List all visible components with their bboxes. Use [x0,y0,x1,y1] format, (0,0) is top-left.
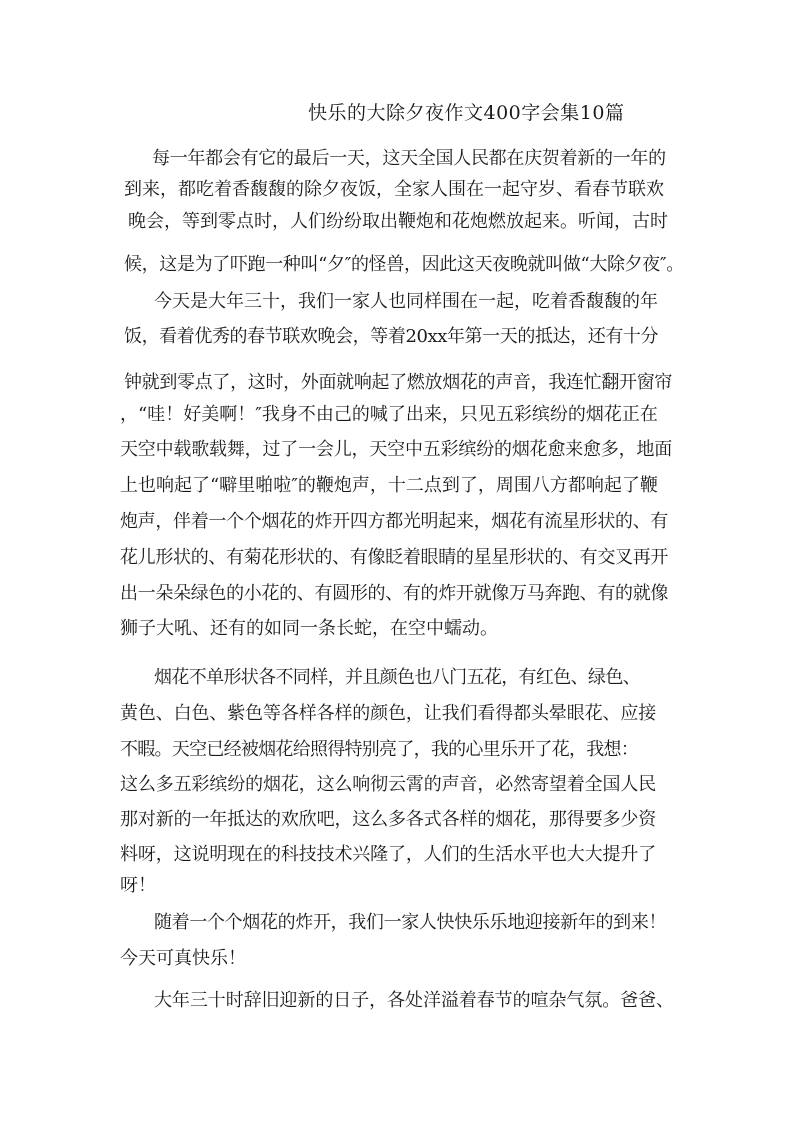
text-line: 烟花不单形状各不同样，并且颜色也八门五花，有红色、绿色、 [154,667,641,688]
text-line: 花儿形状的、有菊花形状的、有像眨着眼睛的星星形状的、有交叉再开 [120,547,669,568]
text-line: 今天可真快乐！ [120,948,246,969]
text-line: 这么多五彩缤纷的烟花，这么响彻云霄的声音，必然寄望着全国人民 [120,774,657,795]
text-line: 今天是大年三十，我们一家人也同样围在一起，吃着香馥馥的年 [154,291,658,312]
text-line: 每一年都会有它的最后一天，这天全国人民都在庆贺着新的一年的 [152,148,666,169]
text-line: 天空中载歌载舞，过了一会儿，天空中五彩缤纷的烟花愈来愈多，地面 [120,439,673,460]
text-line: 那对新的一年抵达的欢欣吧，这么多各式各样的烟花，那得要多少资 [120,809,657,830]
text-line: 狮子大吼、还有的如同一条长蛇，在空中蠕动。 [120,618,498,639]
text-line: 黄色、白色、紫色等各样各样的颜色，让我们看得都头晕眼花、应接 [120,703,657,724]
text-line: 上也响起了“噼里啪啦″的鞭炮声，十二点到了，周围八方都响起了鞭 [120,475,658,496]
text-line: 出一朵朵绿色的小花的、有圆形的、有的炸开就像万马奔跑、有的就像 [120,583,669,604]
text-line: 大年三十时辞旧迎新的日子，各处洋溢着春节的喧杂气氛。爸爸、 [154,990,674,1011]
text-line: 随着一个个烟花的炸开，我们一家人快快乐乐地迎接新年的到来！ [154,912,667,933]
document-title: 快乐的大除夕夜作文400字会集10篇 [308,102,625,124]
text-line: 候，这是为了吓跑一种叫“夕″的怪兽，因此这天夜晚就叫做“大除夕夜″。 [124,254,684,275]
text-line: 到来，都吃着香馥馥的除夕夜饭，全家人围在一起守岁、看春节联欢 [124,179,664,200]
text-line: 炮声，伴着一个个烟花的炸开四方都光明起来，烟花有流星形状的、有 [120,511,669,532]
text-line: ，“哇！好美啊！″我身不由己的喊了出来，只见五彩缤纷的烟花正在 [120,404,658,425]
text-line: 不暇。天空已经被烟花给照得特别亮了，我的心里乐开了花，我想： [120,739,639,760]
text-line: 钟就到零点了，这时，外面就响起了燃放烟花的声音，我连忙翻开窗帘 [124,372,673,393]
text-line: 饭，看着优秀的春节联欢晚会，等着20xx年第一天的抵达，还有十分 [124,326,659,347]
text-line: 料呀，这说明现在的科技技术兴隆了，人们的生活水平也大大提升了 [120,844,657,865]
text-line: 呀！ [120,875,156,896]
text-line: 晚会，等到零点时，人们纷纷取出鞭炮和花炮燃放起来。听闻，古时 [128,211,668,232]
